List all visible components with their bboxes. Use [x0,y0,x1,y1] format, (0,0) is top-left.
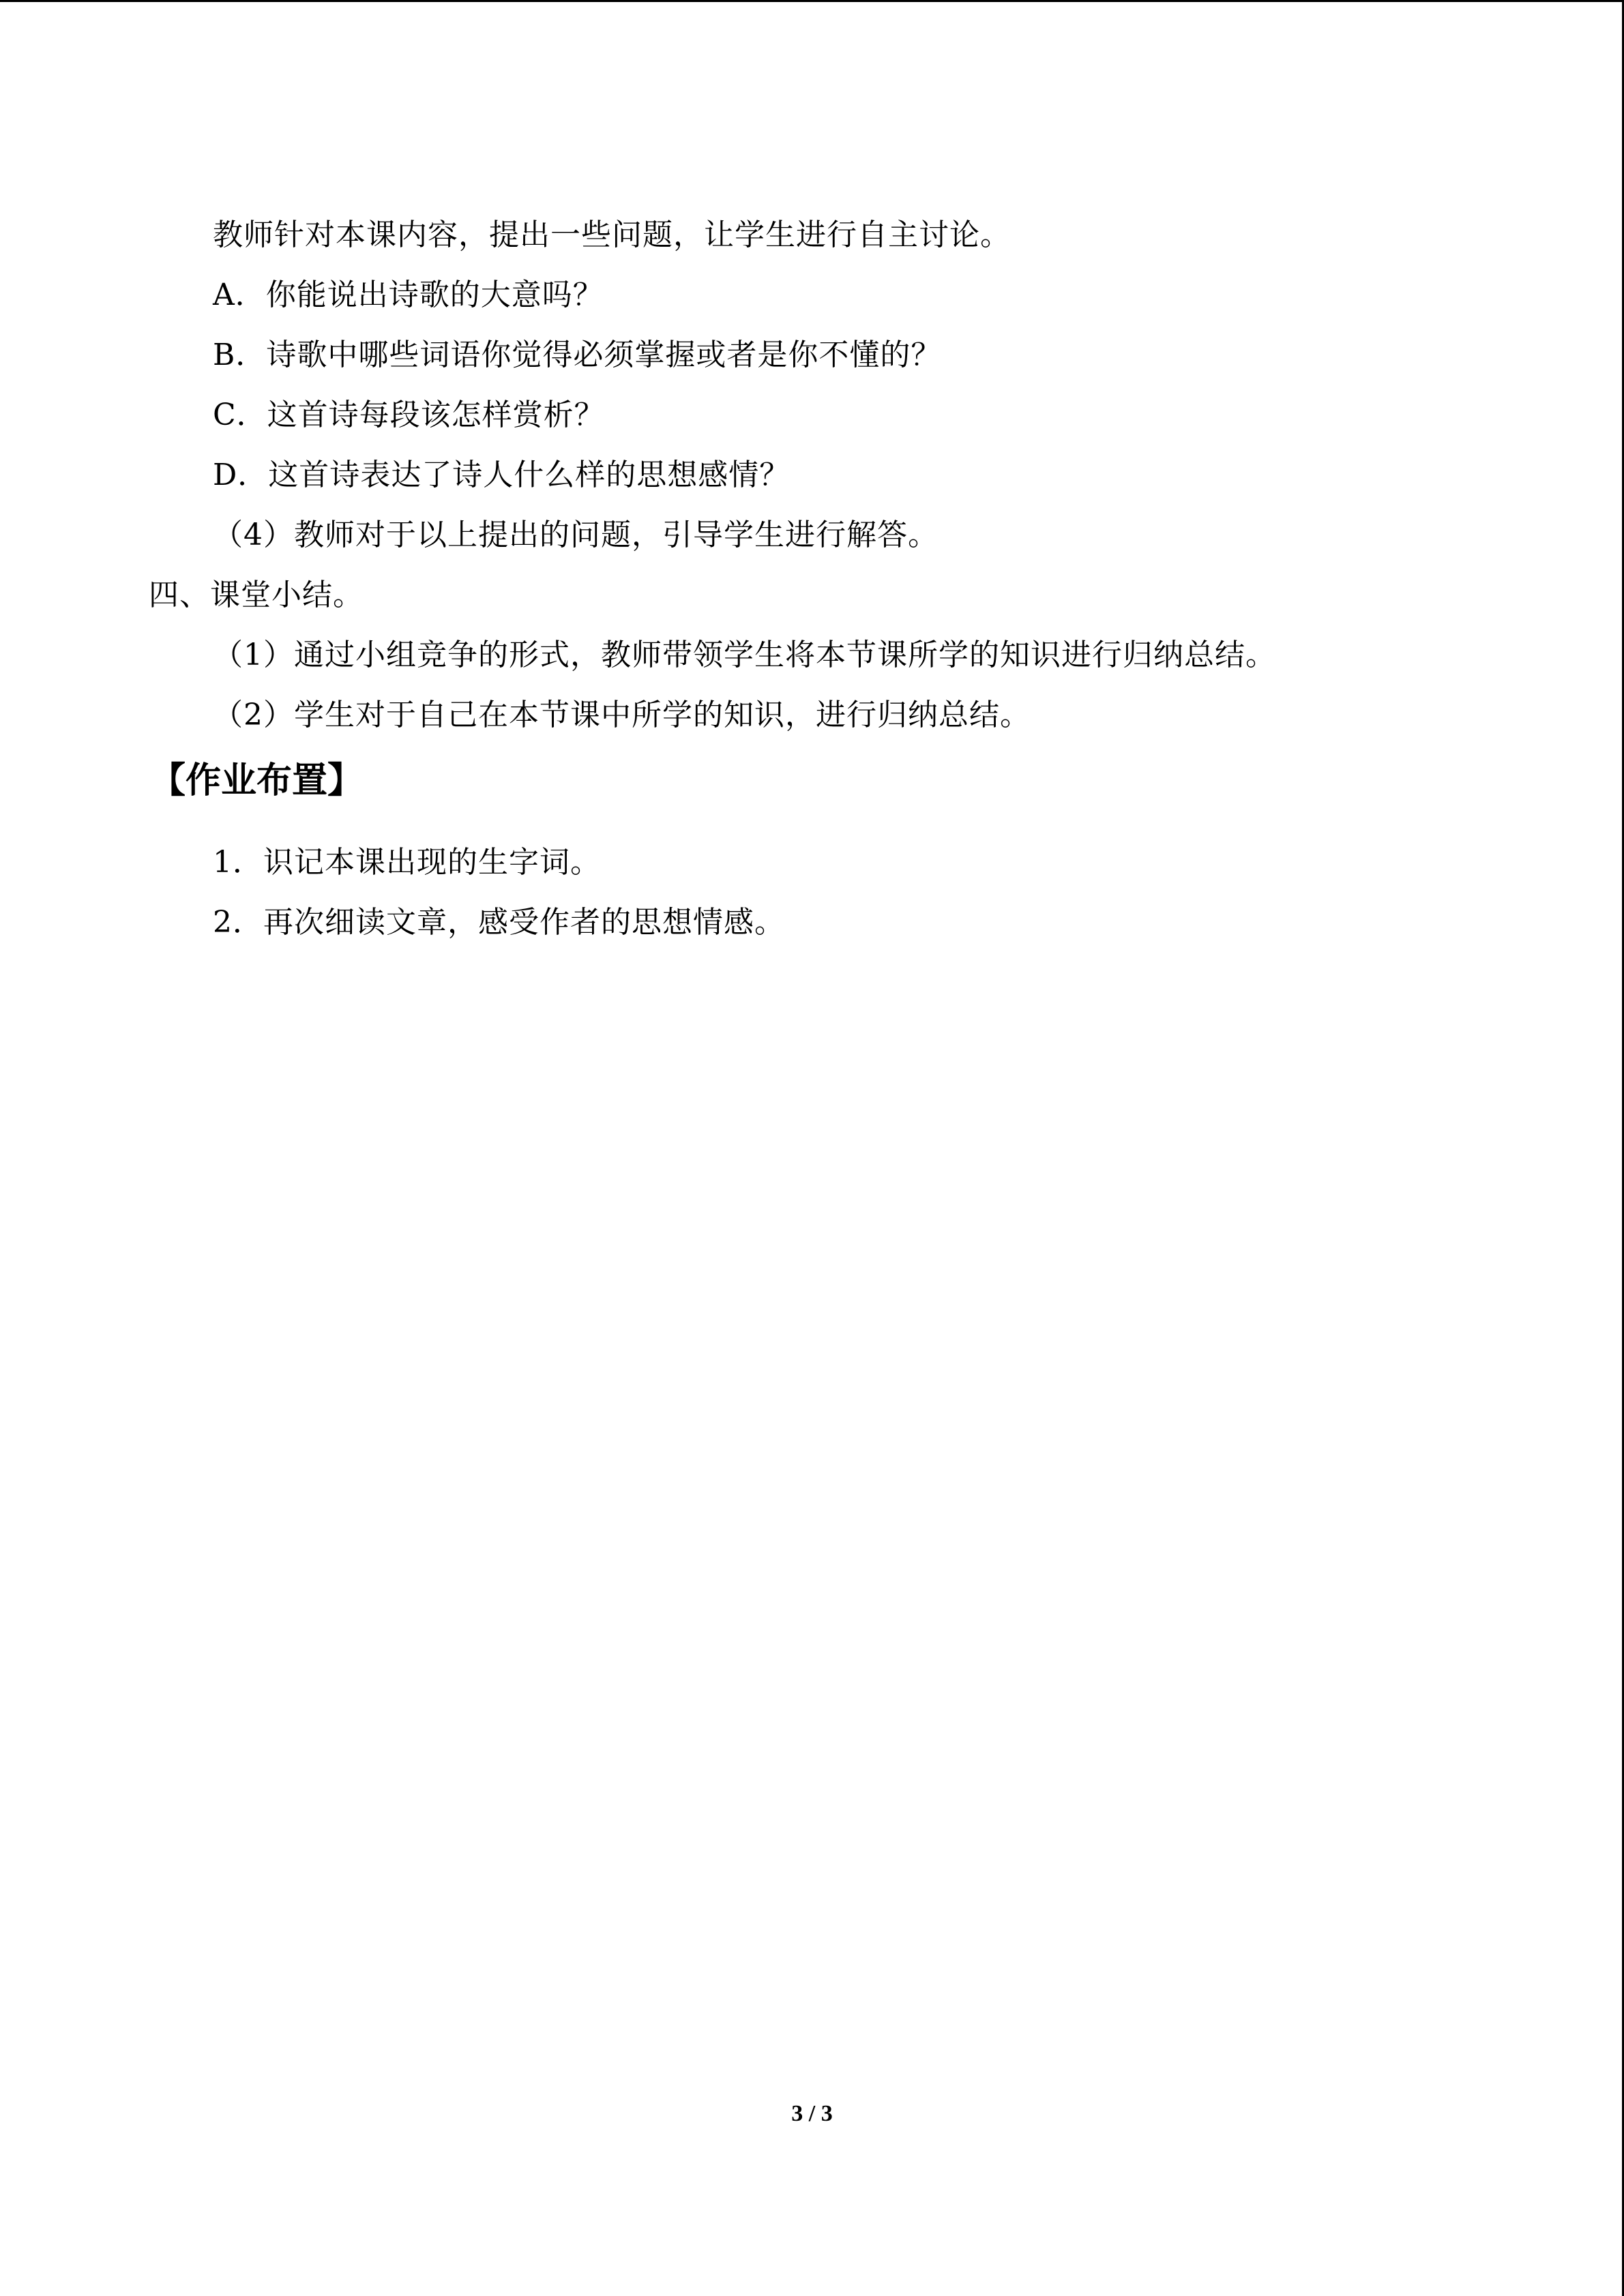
section-summary-heading: 四、课堂小结。 [149,578,364,612]
homework-heading: 【作业布置】 [150,760,364,801]
page-border-top [0,0,1624,2]
homework-item-2: 2．再次细读文章，感受作者的思想情感。 [213,905,785,940]
question-d: D．这首诗表达了诗人什么样的思想感情？ [213,458,791,492]
summary-item-2: （2）学生对于自己在本节课中所学的知识，进行归纳总结。 [213,698,1031,732]
question-b: B．诗歌中哪些词语你觉得必须掌握或者是你不懂的？ [213,338,942,372]
step-4: （4）教师对于以上提出的问题，引导学生进行解答。 [213,518,939,552]
homework-item-1: 1．识记本课出现的生字词。 [213,845,601,880]
question-a: A．你能说出诗歌的大意吗？ [213,278,604,312]
summary-item-1: （1）通过小组竞争的形式，教师带领学生将本节课所学的知识进行归纳总结。 [213,638,1276,672]
paragraph-intro: 教师针对本课内容，提出一些问题，让学生进行自主讨论。 [213,218,1011,252]
question-c: C．这首诗每段该怎样赏析？ [213,398,605,432]
page-number: 3 / 3 [791,2101,833,2126]
